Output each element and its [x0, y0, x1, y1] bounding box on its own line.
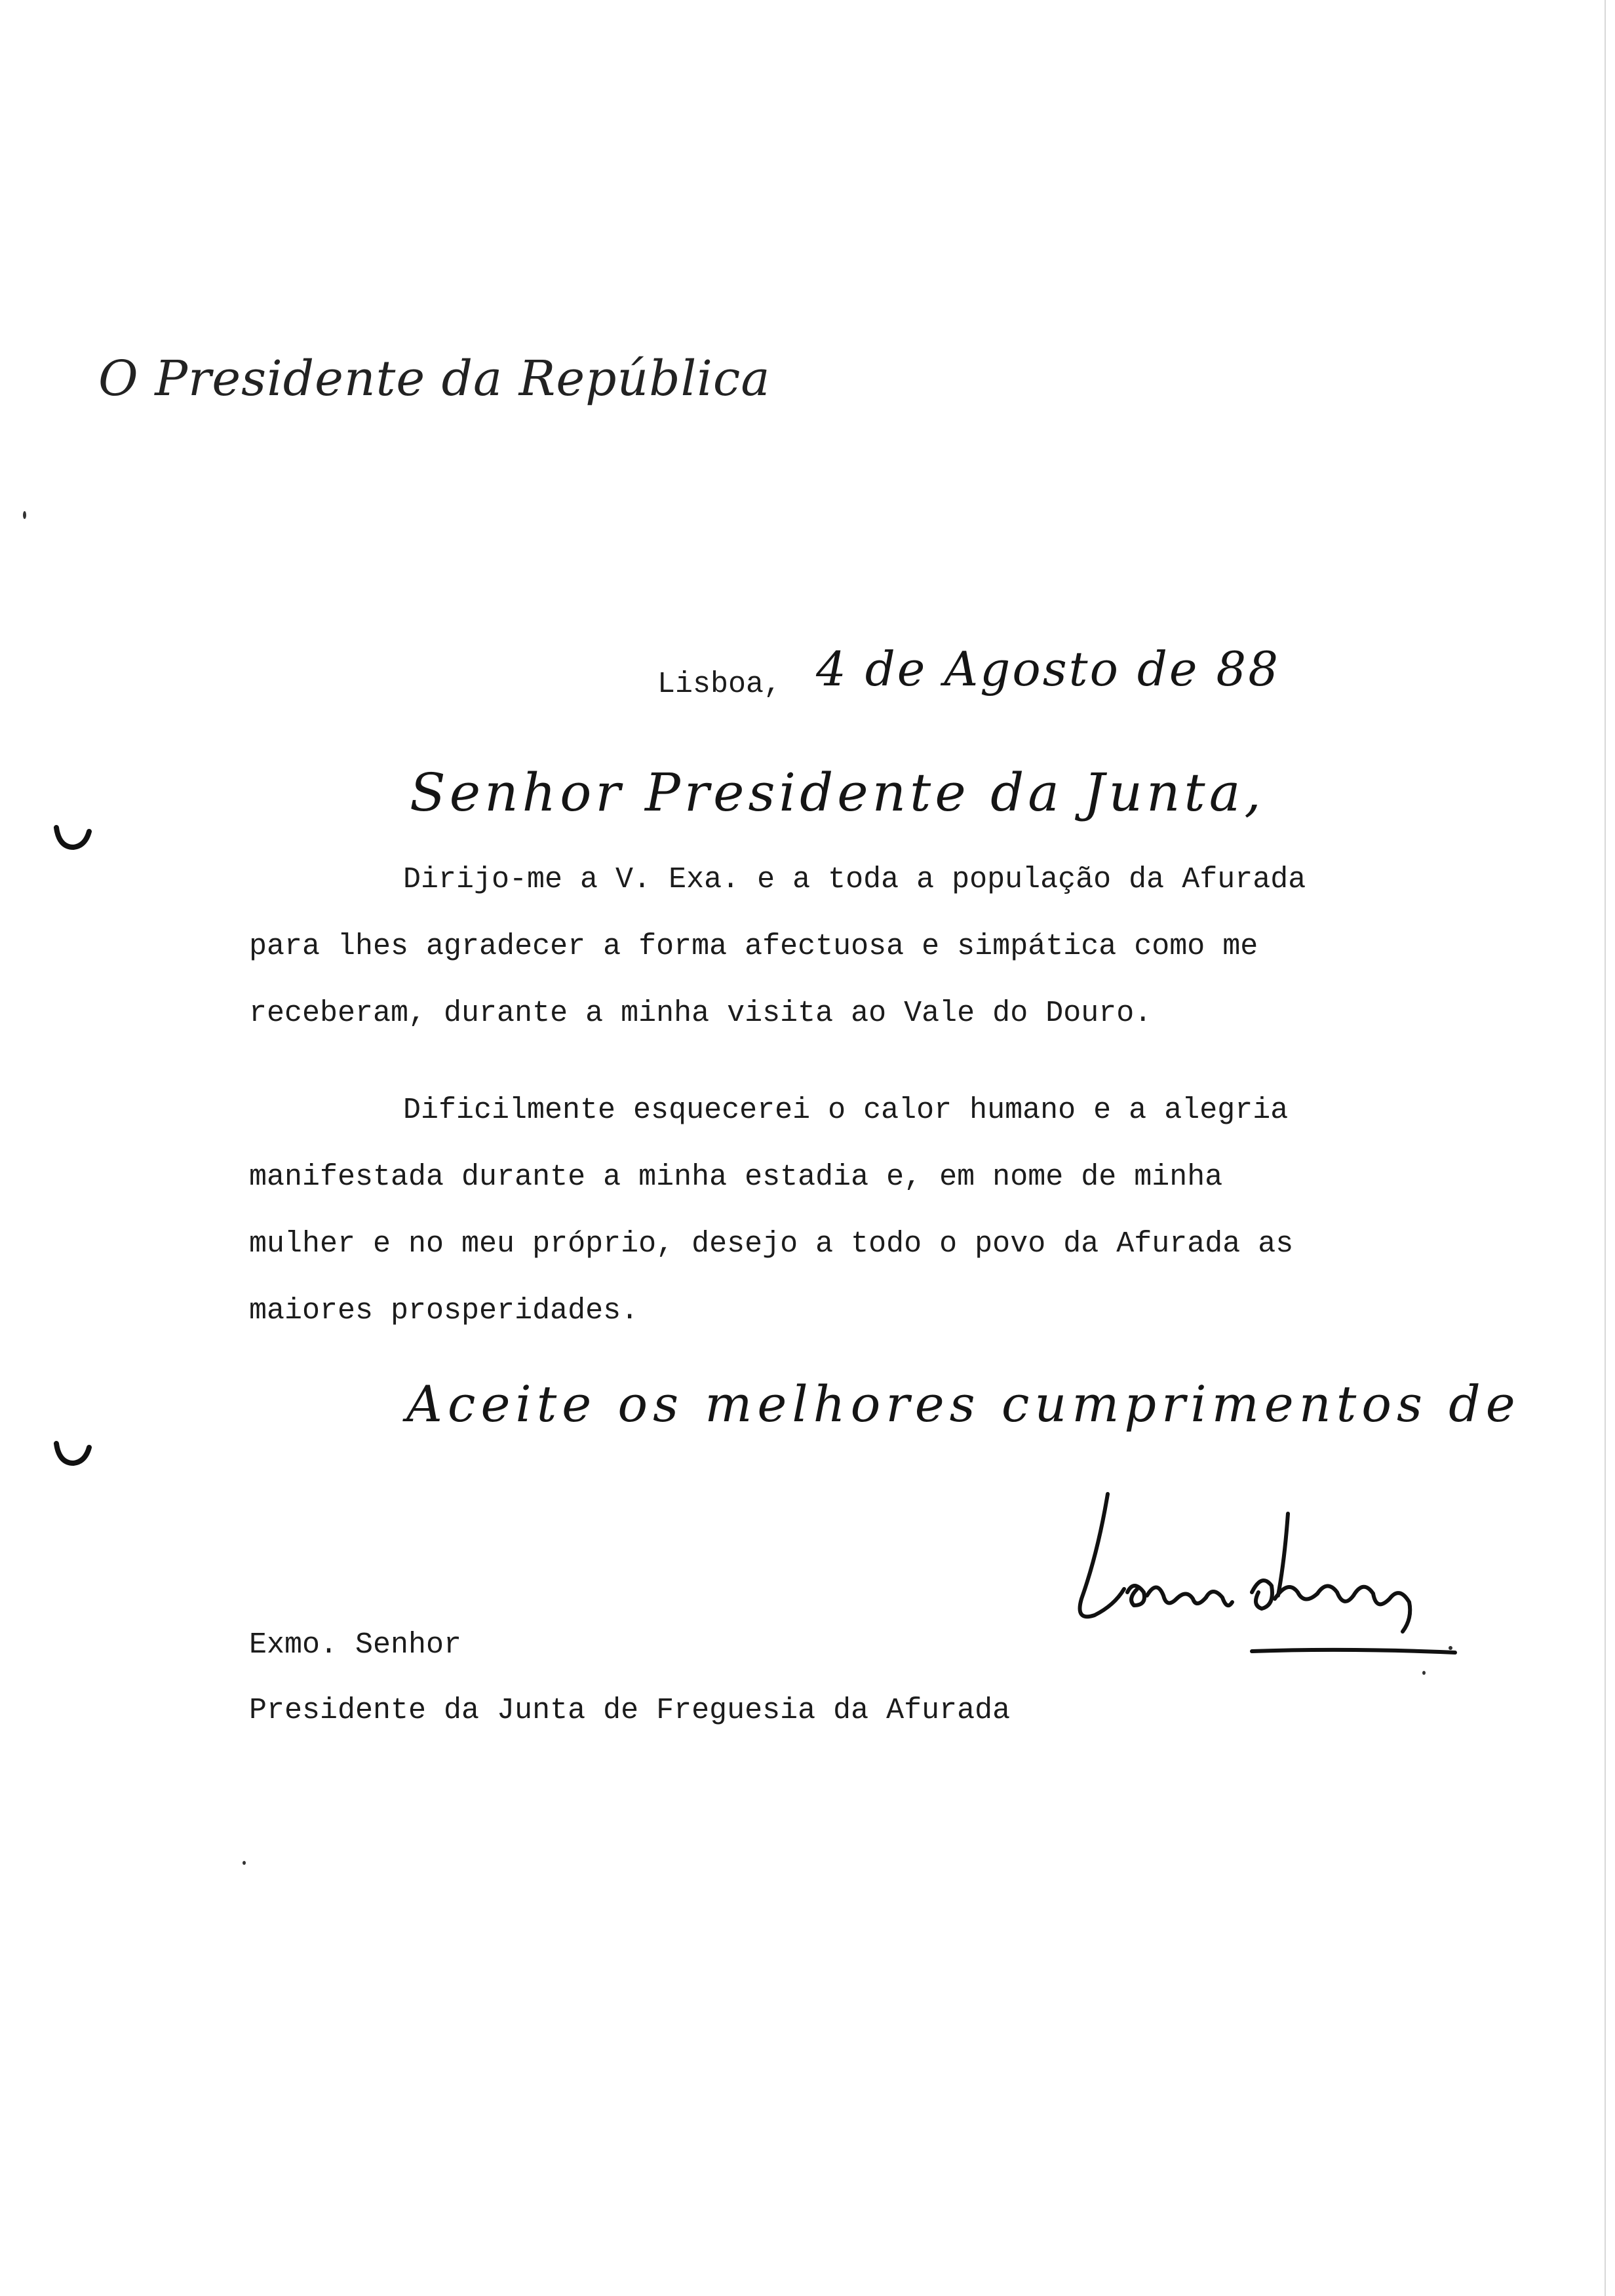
scan-speck [243, 1861, 246, 1865]
date-handwritten: 4 de Agosto de 88 [816, 641, 1281, 697]
scan-speck [1422, 1671, 1426, 1675]
body-line: para lhes agradecer a forma afectuosa e simpática como me [249, 930, 1258, 963]
body-line: Dificilmente esquecerei o calor humano e a alegria [403, 1094, 1289, 1127]
page-edge-line [1605, 0, 1606, 2296]
punch-hole-mark-bottom [52, 1432, 92, 1471]
scan-speck [23, 511, 26, 519]
date-place: Lisboa, [657, 668, 782, 701]
salutation-handwritten: Senhor Presidente da Junta, [410, 762, 1265, 823]
body-line: Dirijo-me a V. Exa. e a toda a população da Afurada [403, 863, 1306, 896]
recipient-title: Presidente da Junta de Freguesia da Afurada [249, 1694, 1011, 1727]
punch-hole-mark-top [52, 816, 92, 855]
letterhead-title: O Presidente da República [98, 351, 771, 407]
body-line: manifestada durante a minha estadia e, em nome de minha [249, 1160, 1223, 1194]
body-line: maiores prosperidades. [249, 1294, 639, 1328]
body-line: receberam, durante a minha visita ao Vale do Douro. [249, 997, 1152, 1030]
closing-handwritten: Aceite os melhores cumprimentos de [406, 1375, 1521, 1433]
body-line: mulher e no meu próprio, desejo a todo o povo da Afurada as [249, 1227, 1294, 1261]
scan-speck [1449, 1646, 1452, 1650]
handwritten-signature [1036, 1481, 1468, 1677]
recipient-salutation: Exmo. Senhor [249, 1628, 462, 1662]
